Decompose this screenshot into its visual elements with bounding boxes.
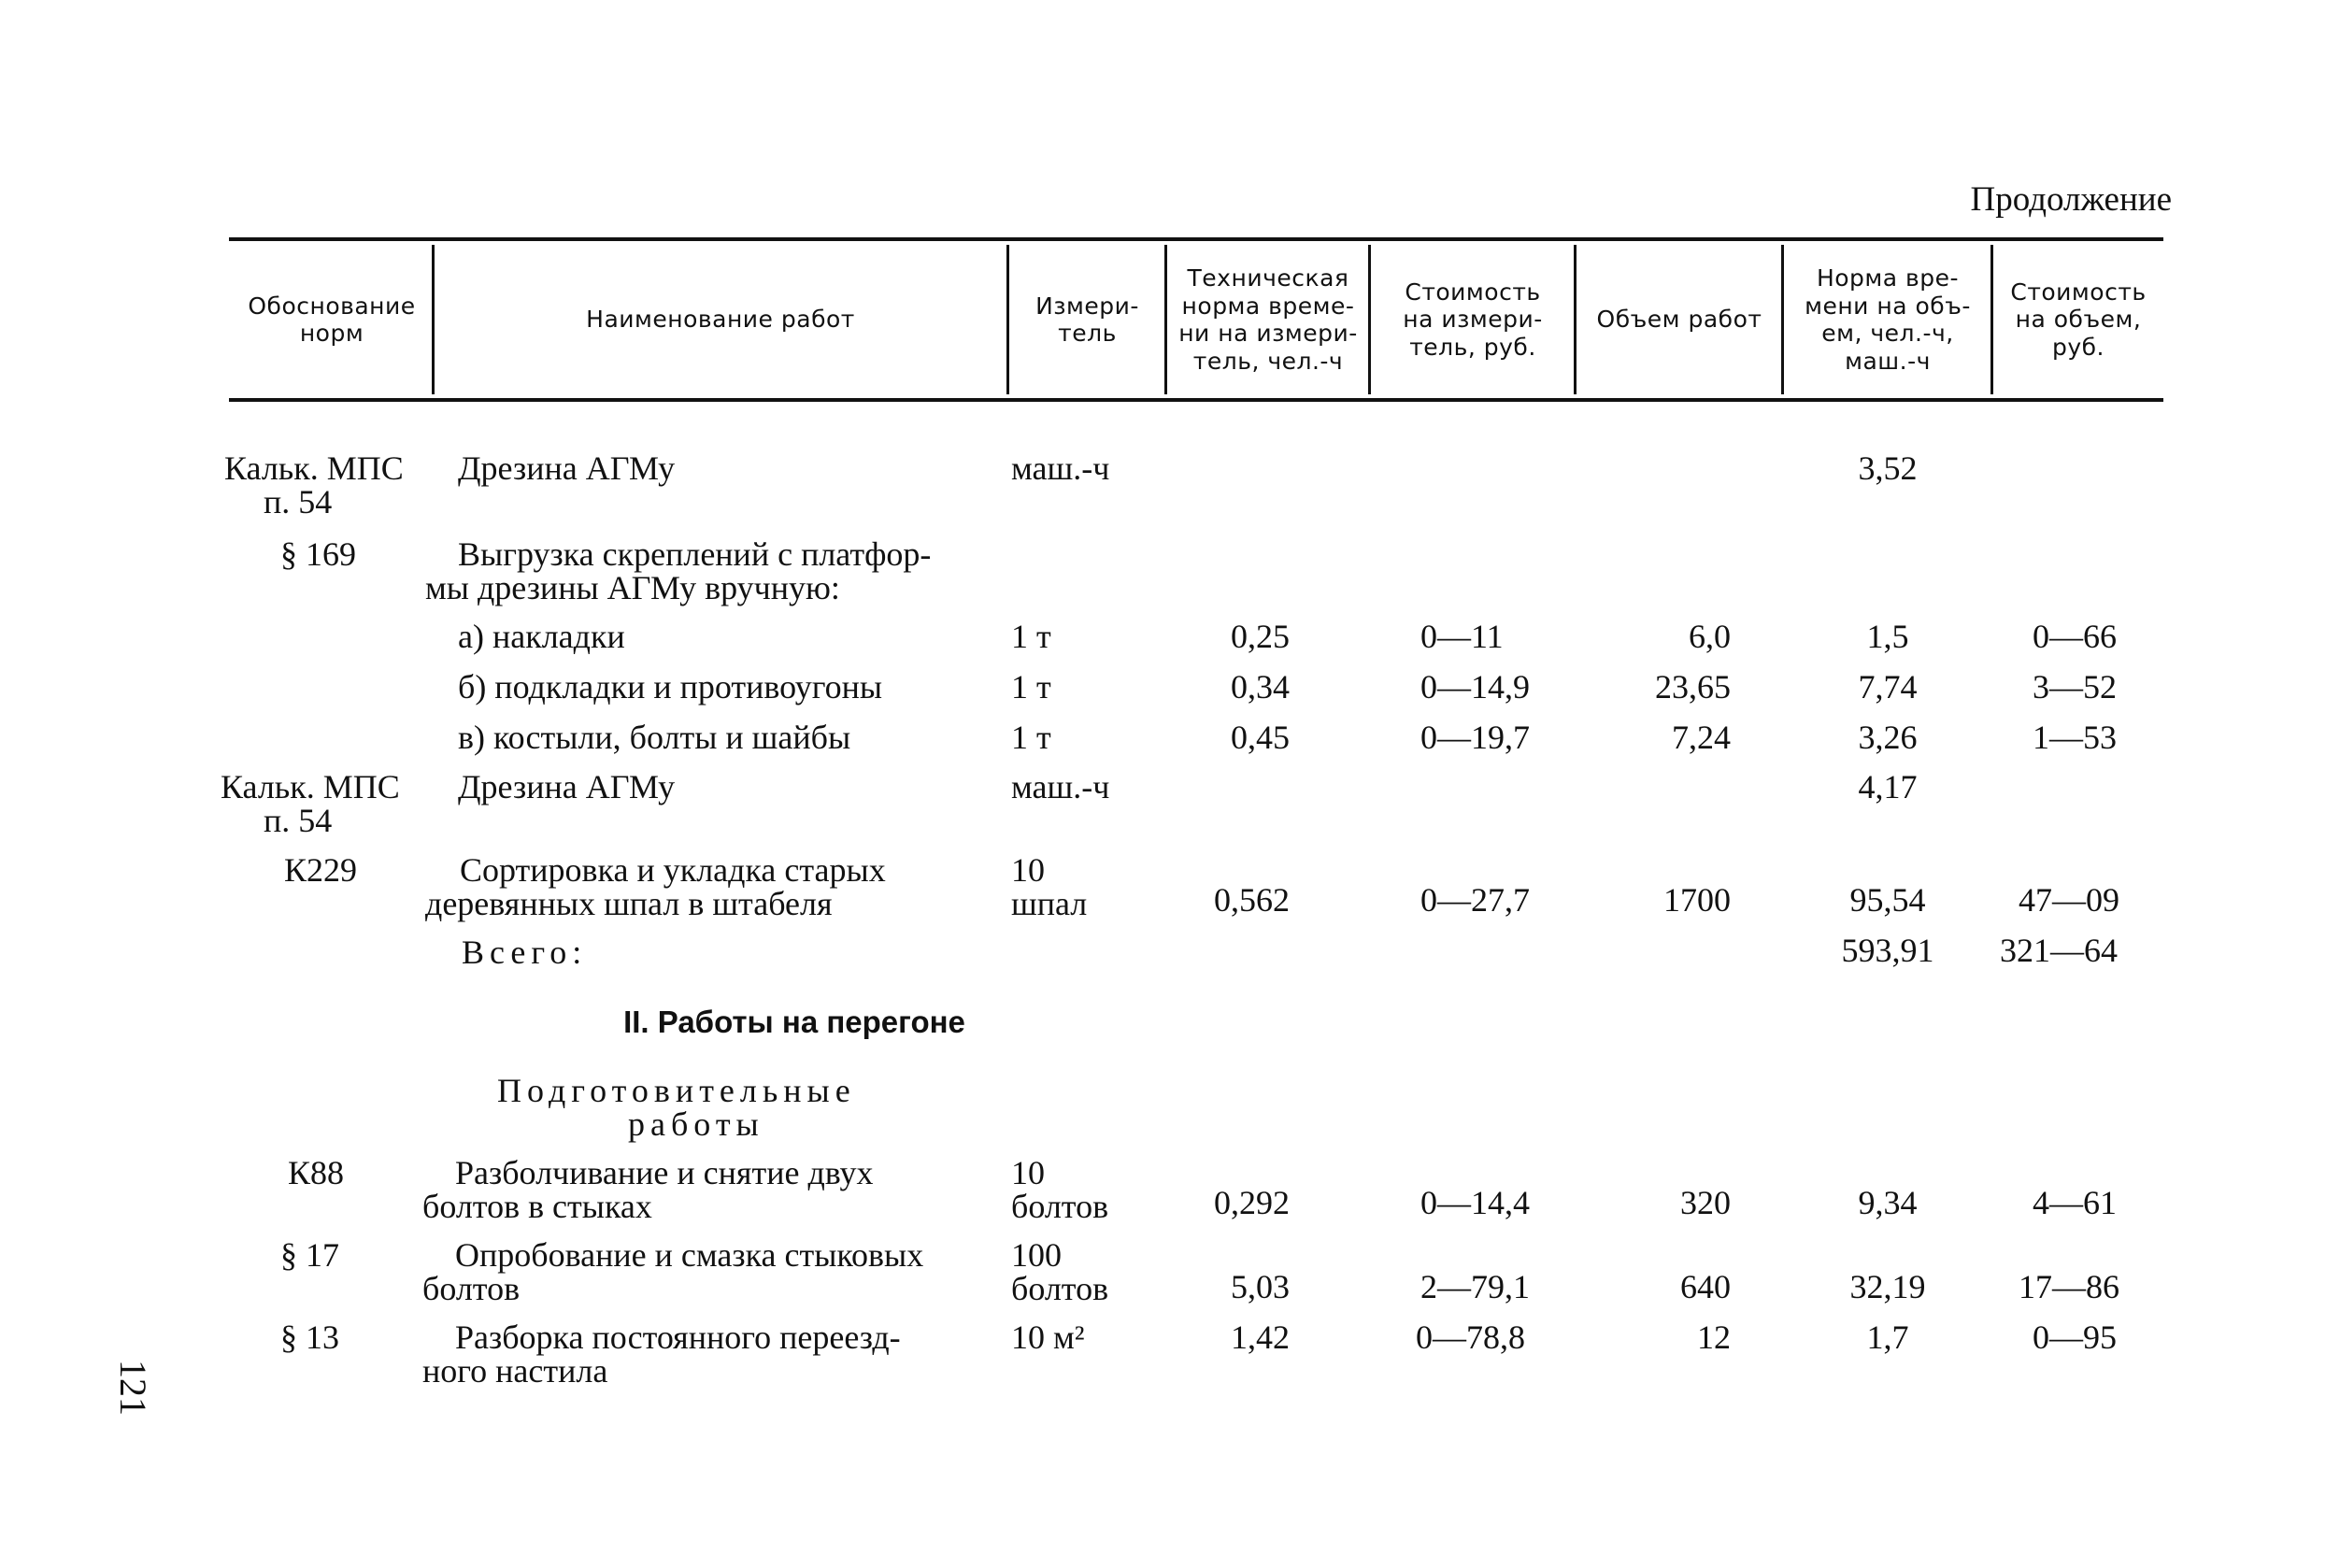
header-volume: Объем работ: [1596, 306, 1762, 334]
norm-cell: 0,25: [1231, 618, 1290, 655]
header-norm: Техническая норма време- ни на измери- тель, чел.-ч: [1178, 264, 1358, 375]
total-norm-volume: 593,91: [1841, 932, 1934, 969]
meter-cell: болтов: [1011, 1188, 1109, 1225]
basis-cell: Кальк. МПС: [221, 768, 400, 805]
work-name-cell: Дрезина АГМу: [458, 449, 676, 487]
table-top-rule: [229, 237, 2163, 241]
meter-cell: 100: [1011, 1236, 1062, 1274]
norm-cell: 0,562: [1214, 881, 1290, 919]
basis-cell: п. 54: [264, 483, 333, 520]
cost-unit-cell: 0—19,7: [1420, 719, 1530, 756]
header-norm-volume: Норма вре- мени на объ- ем, чел.-ч, маш.-ч: [1805, 264, 1971, 375]
page-number: 121: [112, 1360, 154, 1416]
total-label: Всего:: [462, 934, 588, 971]
header-divider: [1164, 245, 1167, 394]
norm-volume-cell: 3,26: [1858, 719, 1918, 756]
work-name-cell: мы дрезины АГМу вручную:: [425, 569, 840, 606]
subsection-heading: работы: [628, 1105, 764, 1143]
cost-volume-cell: 3—52: [2033, 668, 2117, 706]
header-cost-volume: Стоимость на объем, руб.: [2010, 278, 2147, 361]
basis-cell: § 13: [280, 1319, 339, 1356]
meter-cell: 1 т: [1011, 668, 1051, 706]
norm-cell: 0,34: [1231, 668, 1290, 706]
work-name-cell: Сортировка и укладка старых: [460, 851, 886, 889]
total-cost-volume: 321—64: [2000, 932, 2118, 969]
header-divider: [432, 245, 435, 394]
basis-cell: К88: [288, 1154, 345, 1191]
norm-volume-cell: 4,17: [1858, 768, 1918, 805]
header-divider: [1006, 245, 1009, 394]
basis-cell: § 17: [280, 1236, 339, 1274]
norm-volume-cell: 9,34: [1858, 1184, 1918, 1221]
norm-volume-cell: 32,19: [1849, 1268, 1926, 1305]
meter-cell: 10 м²: [1011, 1319, 1085, 1356]
cost-volume-cell: 1—53: [2033, 719, 2117, 756]
continuation-label: Продолжение: [1970, 180, 2172, 219]
work-name-cell: Разборка постоянного переезд-: [455, 1319, 901, 1356]
header-work-name: Наименование работ: [586, 306, 855, 334]
work-name-cell: в) костыли, болты и шайбы: [458, 719, 851, 756]
work-name-cell: Разболчивание и снятие двух: [455, 1154, 874, 1191]
header-cost-unit: Стоимость на измери- тель, руб.: [1403, 278, 1543, 361]
section-heading: II. Работы на перегоне: [623, 1005, 965, 1039]
cost-volume-cell: 47—09: [2019, 881, 2119, 919]
work-name-cell: ного настила: [422, 1352, 608, 1390]
basis-cell: К229: [284, 851, 358, 889]
work-name-cell: Дрезина АГМу: [458, 768, 676, 805]
norm-volume-cell: 1,7: [1866, 1319, 1909, 1356]
volume-cell: 640: [1680, 1268, 1731, 1305]
header-divider: [1368, 245, 1371, 394]
meter-cell: 1 т: [1011, 618, 1051, 655]
header-divider: [1574, 245, 1577, 394]
cost-unit-cell: 0—27,7: [1420, 881, 1530, 919]
cost-volume-cell: 4—61: [2033, 1184, 2117, 1221]
basis-cell: Кальк. МПС: [224, 449, 404, 487]
meter-cell: болтов: [1011, 1270, 1109, 1307]
cost-volume-cell: 0—66: [2033, 618, 2117, 655]
work-name-cell: болтов в стыках: [422, 1188, 652, 1225]
basis-cell: п. 54: [264, 802, 333, 839]
norm-cell: 1,42: [1231, 1319, 1290, 1356]
cost-unit-cell: 0—78,8: [1416, 1319, 1525, 1356]
cost-unit-cell: 0—14,4: [1420, 1184, 1530, 1221]
header-meter: Измери- тель: [1035, 292, 1139, 347]
meter-cell: шпал: [1011, 885, 1088, 922]
norm-volume-cell: 3,52: [1858, 449, 1918, 487]
header-divider: [1990, 245, 1993, 394]
meter-cell: 1 т: [1011, 719, 1051, 756]
table-header-bottom-rule: [229, 398, 2163, 402]
basis-cell: § 169: [280, 535, 356, 573]
header-divider: [1781, 245, 1784, 394]
work-name-cell: а) накладки: [458, 618, 625, 655]
norm-volume-cell: 95,54: [1849, 881, 1926, 919]
norm-cell: 5,03: [1231, 1268, 1290, 1305]
meter-cell: маш.-ч: [1011, 449, 1110, 487]
volume-cell: 23,65: [1655, 668, 1731, 706]
cost-volume-cell: 0—95: [2033, 1319, 2117, 1356]
work-name-cell: Выгрузка скреплений с платфор-: [458, 535, 932, 573]
work-name-cell: Опробование и смазка стыковых: [455, 1236, 924, 1274]
work-name-cell: деревянных шпал в штабеля: [425, 885, 833, 922]
cost-unit-cell: 0—11: [1420, 618, 1504, 655]
volume-cell: 7,24: [1672, 719, 1731, 756]
norm-cell: 0,45: [1231, 719, 1290, 756]
norm-cell: 0,292: [1214, 1184, 1290, 1221]
work-name-cell: б) подкладки и противоугоны: [458, 668, 883, 706]
cost-unit-cell: 2—79,1: [1420, 1268, 1530, 1305]
subsection-heading: Подготовительные: [497, 1072, 856, 1109]
norm-volume-cell: 1,5: [1866, 618, 1909, 655]
meter-cell: 10: [1011, 851, 1045, 889]
work-name-cell: болтов: [422, 1270, 521, 1307]
volume-cell: 1700: [1663, 881, 1731, 919]
cost-unit-cell: 0—14,9: [1420, 668, 1530, 706]
cost-volume-cell: 17—86: [2019, 1268, 2119, 1305]
meter-cell: 10: [1011, 1154, 1045, 1191]
volume-cell: 6,0: [1689, 618, 1731, 655]
volume-cell: 12: [1697, 1319, 1731, 1356]
volume-cell: 320: [1680, 1184, 1731, 1221]
meter-cell: маш.-ч: [1011, 768, 1110, 805]
norm-volume-cell: 7,74: [1858, 668, 1918, 706]
header-basis: Обоснование норм: [248, 292, 416, 347]
